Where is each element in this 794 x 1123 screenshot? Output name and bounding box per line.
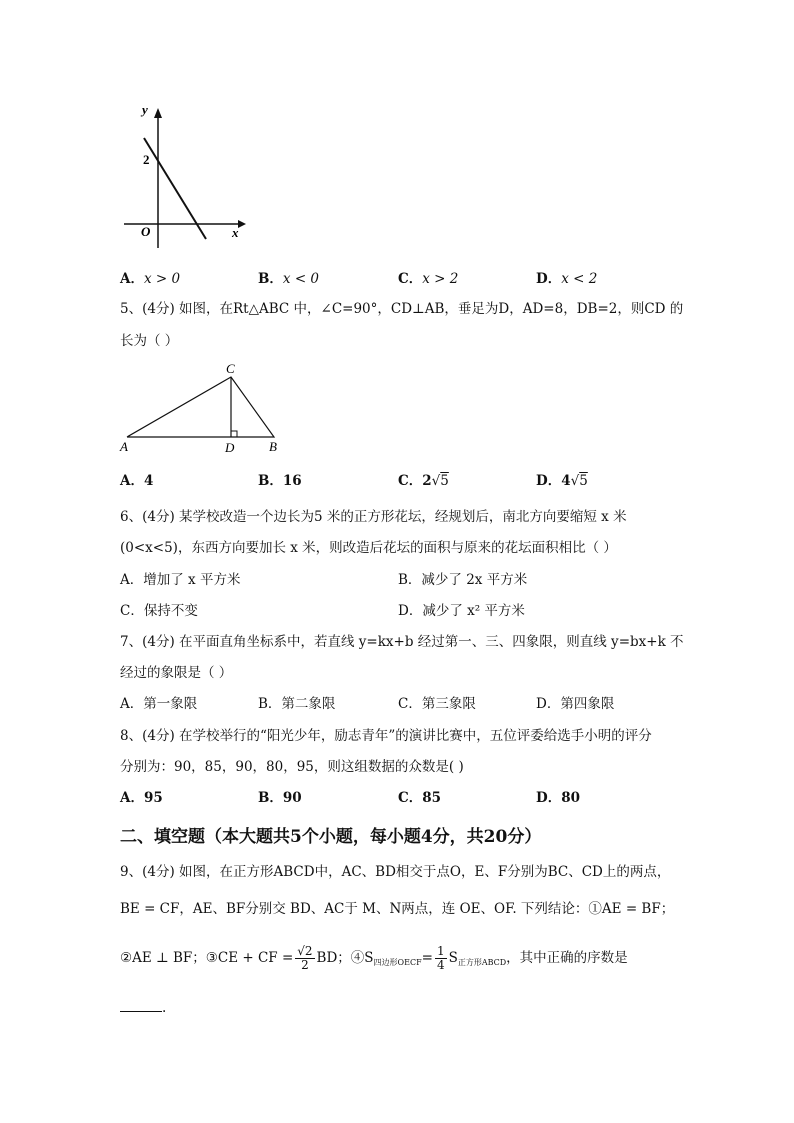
q4-option-b[interactable]: B．x < 0: [258, 271, 320, 287]
q9-text-line1: 9、(4分) 如图，在正方形ABCD中，AC、BD相交于点O，E、F分别为BC、CD上的两点，: [120, 864, 671, 880]
q6-option-d[interactable]: D．减少了 x² 平方米: [398, 603, 525, 619]
linear-function-graph: [118, 98, 248, 258]
x-axis-arrow: [238, 220, 246, 228]
q6-option-a[interactable]: A．增加了 x 平方米: [120, 572, 241, 588]
q6-option-b[interactable]: B．减少了 2x 平方米: [398, 572, 528, 588]
q8-option-c[interactable]: C．85: [398, 790, 442, 806]
vertex-label-d: D: [225, 440, 235, 455]
y-axis-arrow: [154, 108, 162, 118]
q9-text-line3: ②AE ⊥ BF；③CE + CF = $\frac{√2}{2}$ BD；$④S_{四边形OECF}=$ $\frac{1}{4}$ $S_{正方形ABCD}$，其中正确的序数是: [120, 944, 628, 972]
vertex-label-b: B: [269, 439, 277, 454]
q4-option-a[interactable]: A．x > 0: [120, 271, 181, 287]
q6-option-c[interactable]: C．保持不变: [120, 603, 198, 619]
x-axis-label: x: [232, 225, 239, 240]
fraction-one-quarter: $\frac{1}{4}$: [436, 944, 445, 972]
q6-text-line2: (0<x<5)，东西方向要加长 x 米，则改造后花坛的面积与原来的花坛面积相比（ ）: [120, 540, 617, 556]
sqrt-icon: √: [431, 473, 441, 489]
q8-text-line2: 分别为：90，85，90，80，95，则这组数据的众数是( ): [120, 759, 464, 775]
q9-text-line2: BE = CF，AE、BF分别交 BD、AC于 M、N两点，连 OE、OF. 下列结论：①AE = BF；: [120, 901, 675, 917]
y-intercept-label: 2: [143, 152, 150, 167]
q5-option-a[interactable]: A．4: [120, 473, 154, 489]
q5-option-b[interactable]: B．16: [258, 473, 302, 489]
q8-option-b[interactable]: B．90: [258, 790, 302, 806]
q9-answer-blank[interactable]: .: [120, 998, 166, 1018]
origin-label: O: [141, 224, 151, 239]
q7-option-d[interactable]: D．第四象限: [536, 696, 615, 712]
fraction-sqrt2-over-2: $\frac{√2}{2}$: [297, 944, 313, 972]
q6-text-line1: 6、(4分) 某学校改造一个边长为5 米的正方形花坛，经规划后，南北方向要缩短 x 米: [120, 509, 627, 525]
vertex-label-c: C: [226, 361, 235, 376]
q5-option-d[interactable]: D．4√5: [536, 473, 588, 489]
q8-text-line1: 8、(4分) 在学校举行的“阳光少年，励志青年”的演讲比赛中，五位评委给选手小明的评分: [120, 728, 652, 744]
right-angle-mark: [231, 431, 237, 437]
q7-option-b[interactable]: B．第二象限: [258, 696, 336, 712]
sqrt-icon: √: [570, 473, 580, 489]
q5-text-line1: 5、(4分) 如图，在Rt△ABC 中，∠C=90°，CD⊥AB，垂足为D，AD=8，DB=2，则CD 的: [120, 301, 684, 317]
right-triangle-figure: [118, 360, 288, 456]
q8-option-d[interactable]: D．80: [536, 790, 580, 806]
q4-option-c[interactable]: C．x > 2: [398, 271, 459, 287]
vertex-label-a: A: [120, 439, 128, 454]
q5-option-c[interactable]: C．2√5: [398, 473, 449, 489]
q7-option-c[interactable]: C．第三象限: [398, 696, 476, 712]
q8-option-a[interactable]: A．95: [120, 790, 163, 806]
q4-option-d[interactable]: D．x < 2: [536, 271, 598, 287]
q7-text-line2: 经过的象限是（ ）: [120, 665, 233, 681]
section-heading-fill-in: 二、填空题（本大题共5个小题，每小题4分，共20分）: [120, 827, 542, 847]
y-axis-label: y: [142, 102, 148, 117]
triangle-outline: [127, 377, 274, 437]
q5-text-line2: 长为（ ）: [120, 333, 179, 349]
q7-text-line1: 7、(4分) 在平面直角坐标系中，若直线 y=kx+b 经过第一、三、四象限，则直线 y=bx+k 不: [120, 634, 684, 650]
q7-option-a[interactable]: A．第一象限: [120, 696, 198, 712]
